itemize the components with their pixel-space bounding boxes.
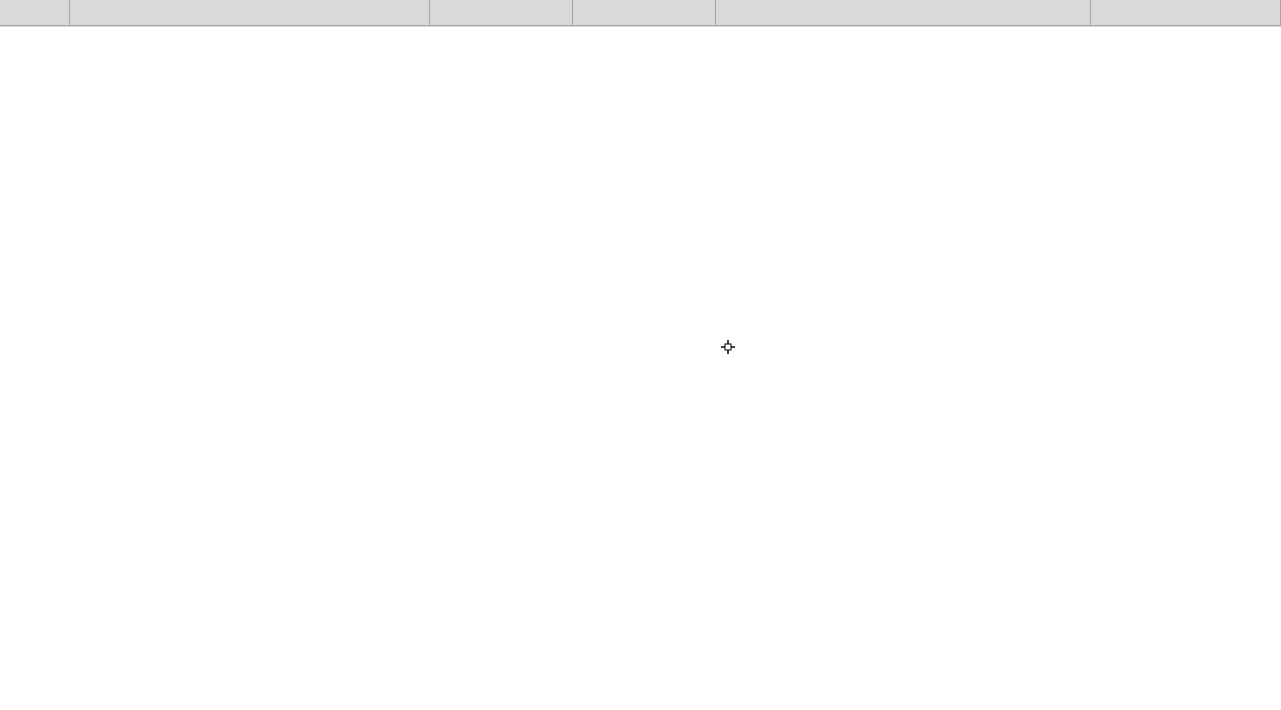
col-header-source[interactable] — [716, 0, 1091, 26]
col-header-price[interactable] — [573, 0, 716, 26]
header-row — [0, 0, 1281, 27]
col-header-name[interactable] — [70, 0, 430, 26]
col-header-rest[interactable] — [1091, 0, 1281, 26]
col-header-article[interactable] — [430, 0, 573, 26]
mouse-cursor-icon — [720, 339, 736, 355]
col-header-num[interactable] — [0, 0, 70, 26]
